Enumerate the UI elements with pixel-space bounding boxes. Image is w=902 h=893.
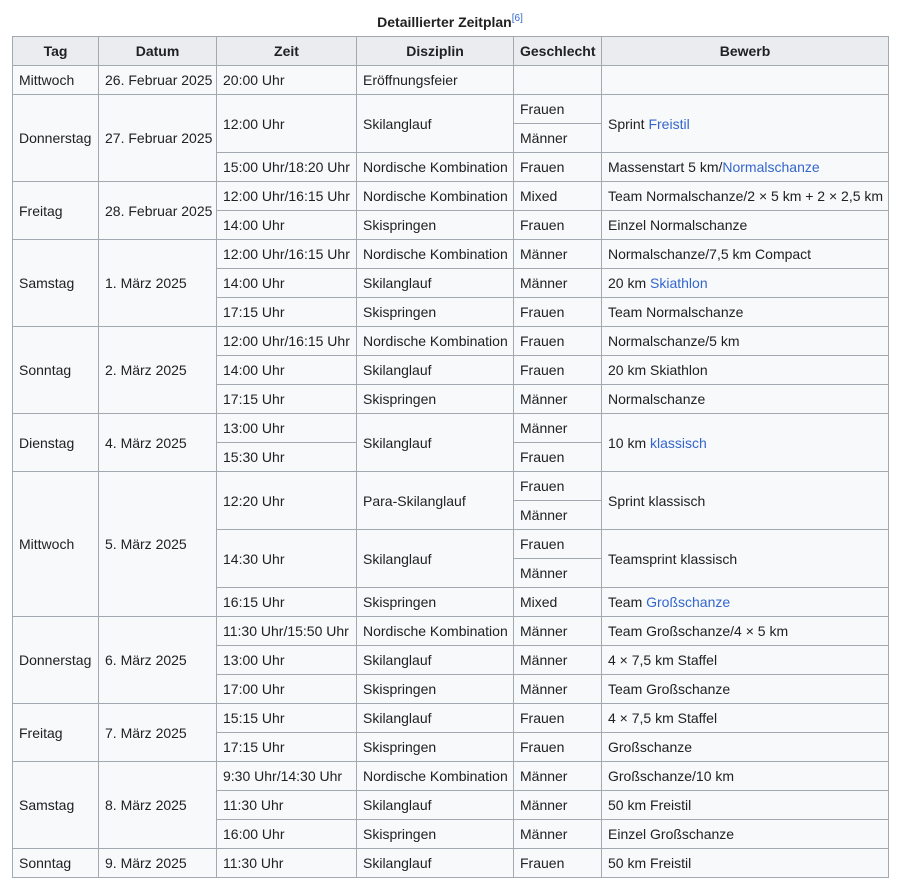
cell-geschlecht: Frauen — [514, 704, 602, 733]
cell-zeit: 15:30 Uhr — [217, 443, 357, 472]
schedule-table — [12, 36, 889, 878]
cell-disziplin: Skilanglauf — [357, 414, 514, 472]
cell-tag: Sonntag — [13, 327, 99, 414]
cell-geschlecht: Frauen — [514, 153, 602, 182]
table-row — [13, 66, 889, 95]
column-header-zeit[interactable]: Zeit — [217, 37, 357, 66]
table-row — [13, 182, 889, 211]
cell-disziplin: Skispringen — [357, 588, 514, 617]
cell-disziplin: Para-Skilanglauf — [357, 472, 514, 530]
cell-geschlecht: Frauen — [514, 356, 602, 385]
cell-datum: 26. Februar 2025 — [99, 66, 217, 95]
cell-zeit: 11:30 Uhr/15:50 Uhr — [217, 617, 357, 646]
cell-bewerb: 4 × 7,5 km Staffel — [602, 704, 889, 733]
table-row — [13, 617, 889, 646]
cell-datum: 8. März 2025 — [99, 762, 217, 849]
cell-datum: 6. März 2025 — [99, 617, 217, 704]
bewerb-text: 10 km — [608, 434, 651, 451]
cell-zeit: 15:00 Uhr/18:20 Uhr — [217, 153, 357, 182]
cell-disziplin: Eröffnungsfeier — [357, 66, 514, 95]
cell-zeit: 12:00 Uhr/16:15 Uhr — [217, 240, 357, 269]
cell-bewerb: Großschanze/10 km — [602, 762, 889, 791]
cell-bewerb: Team Großschanze/4 × 5 km — [602, 617, 889, 646]
column-header-geschlecht[interactable]: Geschlecht — [514, 37, 602, 66]
cell-geschlecht: Männer — [514, 240, 602, 269]
column-header-disziplin[interactable]: Disziplin — [357, 37, 514, 66]
cell-zeit: 12:20 Uhr — [217, 472, 357, 530]
table-row — [13, 327, 889, 356]
cell-tag: Samstag — [13, 762, 99, 849]
cell-bewerb: Team Normalschanze — [602, 298, 889, 327]
cell-geschlecht: Männer — [514, 501, 602, 530]
cell-zeit: 11:30 Uhr — [217, 849, 357, 878]
cell-bewerb: 4 × 7,5 km Staffel — [602, 646, 889, 675]
cell-bewerb — [602, 269, 889, 298]
cell-zeit: 17:15 Uhr — [217, 733, 357, 762]
cell-bewerb: Großschanze — [602, 733, 889, 762]
column-header-datum[interactable]: Datum — [99, 37, 217, 66]
column-header-bewerb[interactable]: Bewerb — [602, 37, 889, 66]
cell-zeit: 9:30 Uhr/14:30 Uhr — [217, 762, 357, 791]
cell-disziplin: Nordische Kombination — [357, 762, 514, 791]
cell-geschlecht: Frauen — [514, 327, 602, 356]
cell-disziplin: Skilanglauf — [357, 95, 514, 153]
cell-datum: 5. März 2025 — [99, 472, 217, 617]
cell-disziplin: Skilanglauf — [357, 704, 514, 733]
cell-tag: Dienstag — [13, 414, 99, 472]
table-title: Detaillierter Zeitplan — [377, 14, 512, 30]
cell-zeit: 15:15 Uhr — [217, 704, 357, 733]
bewerb-link[interactable]: klassisch — [650, 434, 707, 451]
cell-tag: Freitag — [13, 182, 99, 240]
cell-zeit: 12:00 Uhr — [217, 95, 357, 153]
cell-datum: 4. März 2025 — [99, 414, 217, 472]
table-row — [13, 704, 889, 733]
cell-geschlecht: Männer — [514, 762, 602, 791]
cell-zeit: 17:00 Uhr — [217, 675, 357, 704]
cell-geschlecht: Mixed — [514, 588, 602, 617]
cell-tag: Samstag — [13, 240, 99, 327]
table-row — [13, 849, 889, 878]
cell-datum: 7. März 2025 — [99, 704, 217, 762]
cell-bewerb — [602, 414, 889, 472]
table-row — [13, 762, 889, 791]
cell-geschlecht: Männer — [514, 414, 602, 443]
cell-geschlecht: Frauen — [514, 95, 602, 124]
cell-disziplin: Skispringen — [357, 298, 514, 327]
cell-bewerb — [602, 153, 889, 182]
cell-datum: 1. März 2025 — [99, 240, 217, 327]
column-header-tag[interactable]: Tag — [13, 37, 99, 66]
cell-geschlecht: Mixed — [514, 182, 602, 211]
cell-disziplin: Nordische Kombination — [357, 617, 514, 646]
cell-bewerb: 20 km Skiathlon — [602, 356, 889, 385]
cell-disziplin: Nordische Kombination — [357, 327, 514, 356]
table-caption — [12, 12, 888, 36]
cell-disziplin: Nordische Kombination — [357, 153, 514, 182]
bewerb-text: Massenstart 5 km/ — [608, 159, 723, 175]
cell-geschlecht: Frauen — [514, 443, 602, 472]
cell-geschlecht: Männer — [514, 820, 602, 849]
cell-geschlecht: Männer — [514, 269, 602, 298]
cell-disziplin: Skispringen — [357, 820, 514, 849]
cell-zeit: 16:15 Uhr — [217, 588, 357, 617]
table-row — [13, 472, 889, 501]
cell-bewerb — [602, 66, 889, 95]
cell-zeit: 12:00 Uhr/16:15 Uhr — [217, 182, 357, 211]
cell-geschlecht: Männer — [514, 675, 602, 704]
cell-geschlecht: Männer — [514, 385, 602, 414]
bewerb-link[interactable]: Freistil — [648, 115, 690, 132]
cell-geschlecht: Frauen — [514, 849, 602, 878]
cell-disziplin: Skilanglauf — [357, 646, 514, 675]
cell-disziplin: Skilanglauf — [357, 530, 514, 588]
bewerb-text: Sprint — [608, 115, 649, 132]
cell-zeit: 20:00 Uhr — [217, 66, 357, 95]
cell-zeit: 14:00 Uhr — [217, 211, 357, 240]
cell-tag: Sonntag — [13, 849, 99, 878]
cell-bewerb: 50 km Freistil — [602, 791, 889, 820]
cell-geschlecht: Frauen — [514, 298, 602, 327]
cell-geschlecht: Frauen — [514, 530, 602, 559]
cell-tag: Freitag — [13, 704, 99, 762]
cell-bewerb: Team Großschanze — [602, 675, 889, 704]
cell-disziplin: Skispringen — [357, 675, 514, 704]
cell-zeit: 14:00 Uhr — [217, 356, 357, 385]
cell-bewerb: Sprint klassisch — [602, 472, 889, 530]
cell-tag: Mittwoch — [13, 472, 99, 617]
cell-geschlecht: Männer — [514, 617, 602, 646]
cell-zeit: 17:15 Uhr — [217, 298, 357, 327]
cell-bewerb: Team Normalschanze/2 × 5 km + 2 × 2,5 km — [602, 182, 889, 211]
cell-bewerb: Einzel Normalschanze — [602, 211, 889, 240]
cell-disziplin: Skilanglauf — [357, 791, 514, 820]
bewerb-link[interactable]: Normalschanze — [722, 159, 820, 175]
cell-disziplin: Skispringen — [357, 385, 514, 414]
cell-zeit: 13:00 Uhr — [217, 414, 357, 443]
cell-zeit: 12:00 Uhr/16:15 Uhr — [217, 327, 357, 356]
cell-geschlecht: Männer — [514, 646, 602, 675]
cell-bewerb — [602, 588, 889, 617]
cell-datum: 28. Februar 2025 — [99, 182, 217, 240]
cell-disziplin: Skilanglauf — [357, 356, 514, 385]
cell-zeit: 16:00 Uhr — [217, 820, 357, 849]
cell-geschlecht: Männer — [514, 559, 602, 588]
cell-disziplin: Nordische Kombination — [357, 182, 514, 211]
cell-disziplin: Skispringen — [357, 211, 514, 240]
cell-datum: 9. März 2025 — [99, 849, 217, 878]
cell-disziplin: Nordische Kombination — [357, 240, 514, 269]
bewerb-text: 20 km — [608, 275, 651, 291]
cell-geschlecht: Frauen — [514, 211, 602, 240]
table-row — [13, 240, 889, 269]
cell-tag: Donnerstag — [13, 617, 99, 704]
cell-bewerb: Teamsprint klassisch — [602, 530, 889, 588]
cell-geschlecht — [514, 66, 602, 95]
bewerb-link[interactable]: Skiathlon — [650, 275, 708, 291]
cell-disziplin: Skilanglauf — [357, 849, 514, 878]
cell-zeit: 14:30 Uhr — [217, 530, 357, 588]
cell-bewerb: Normalschanze/5 km — [602, 327, 889, 356]
cell-bewerb: Normalschanze/7,5 km Compact — [602, 240, 889, 269]
cell-geschlecht: Männer — [514, 791, 602, 820]
cell-zeit: 14:00 Uhr — [217, 269, 357, 298]
cell-geschlecht: Frauen — [514, 472, 602, 501]
table-row — [13, 95, 889, 124]
cell-tag: Mittwoch — [13, 66, 99, 95]
bewerb-text: Team — [608, 594, 647, 610]
cell-geschlecht: Frauen — [514, 733, 602, 762]
cell-datum: 2. März 2025 — [99, 327, 217, 414]
cell-bewerb: 50 km Freistil — [602, 849, 889, 878]
cell-geschlecht: Männer — [514, 124, 602, 153]
bewerb-link[interactable]: Großschanze — [646, 594, 731, 610]
reference-link[interactable]: [6] — [511, 13, 523, 24]
header-row — [13, 37, 889, 66]
table-row — [13, 414, 889, 443]
cell-bewerb: Normalschanze — [602, 385, 889, 414]
cell-disziplin: Skispringen — [357, 733, 514, 762]
cell-tag: Donnerstag — [13, 95, 99, 182]
cell-bewerb: Einzel Großschanze — [602, 820, 889, 849]
cell-zeit: 13:00 Uhr — [217, 646, 357, 675]
cell-disziplin: Skilanglauf — [357, 269, 514, 298]
cell-datum: 27. Februar 2025 — [99, 95, 217, 182]
cell-zeit: 17:15 Uhr — [217, 385, 357, 414]
cell-bewerb — [602, 95, 889, 153]
cell-zeit: 11:30 Uhr — [217, 791, 357, 820]
